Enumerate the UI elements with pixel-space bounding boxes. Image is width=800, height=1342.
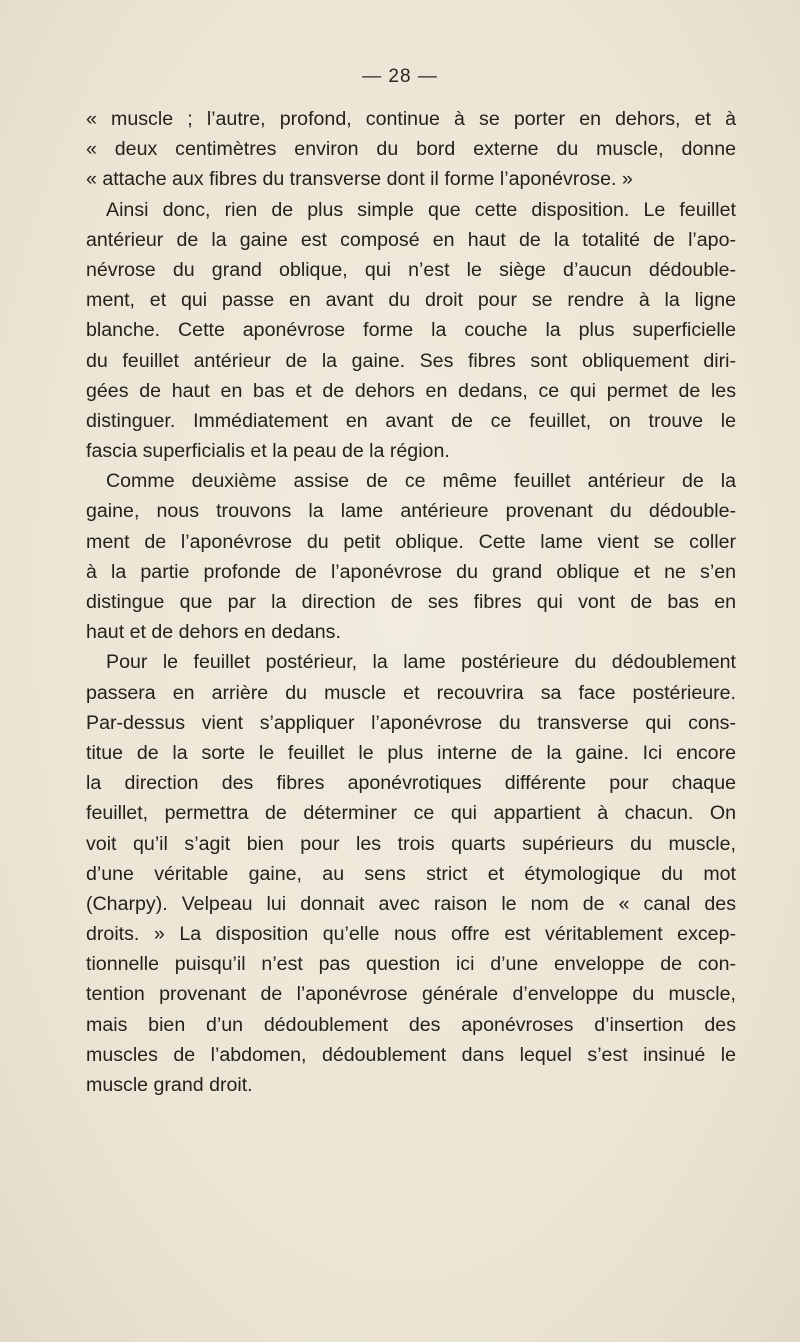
text-line: « muscle ; l’autre, profond, continue à se porter en dehors, et à [86,108,736,130]
text-line: d’une véritable gaine, au sens strict et étymologique du mot [86,862,736,885]
text-line: passera en arrière du muscle et recouvrira sa face postérieure. [86,681,736,704]
text-line: gées de haut en bas et de dehors en dedans, ce qui permet de les [86,379,736,402]
text-line: tention provenant de l’aponévrose générale d’enveloppe du muscle, [86,983,736,1006]
text-line: tionnelle puisqu’il n’est pas question ici d’une enveloppe de con- [86,953,736,976]
text-line: du feuillet antérieur de la gaine. Ses fibres sont obliquement diri- [86,349,736,372]
text-line: blanche. Cette aponévrose forme la couche la plus superficielle [86,319,736,342]
text-line: fascia superficialis et la peau de la région. [86,440,450,463]
text-line: « deux centimètres environ du bord externe du muscle, donne [86,138,736,161]
text-line: antérieur de la gaine est composé en haut de la totalité de l’apo- [86,228,736,251]
text-line: distingue que par la direction de ses fibres qui vont de bas en [86,591,736,613]
text-line: névrose du grand oblique, qui n’est le siège d’aucun dédouble- [86,258,736,281]
text-line: Ainsi donc, rien de plus simple que cette disposition. Le feuillet [106,198,736,221]
text-line: Comme deuxième assise de ce même feuillet antérieur de la [106,470,736,493]
text-line: la direction des fibres aponévrotiques différente pour chaque [86,772,736,795]
text-line: droits. » La disposition qu’elle nous offre est véritablement excep- [86,923,736,946]
text-line: ment de l’aponévrose du petit oblique. Cette lame vient se coller [86,530,736,553]
page-number: — 28 — [362,66,438,87]
text-line: (Charpy). Velpeau lui donnait avec raison le nom de « canal des [86,892,736,915]
text-line: Par-dessus vient s’appliquer l’aponévrose du transverse qui cons- [86,711,736,734]
text-line: mais bien d’un dédoublement des aponévroses d’insertion des [86,1013,736,1036]
text-line: muscle grand droit. [86,1074,253,1096]
text-line: haut et de dehors en dedans. [86,621,341,644]
text-line: ment, et qui passe en avant du droit pour se rendre à la ligne [86,289,736,312]
text-line: gaine, nous trouvons la lame antérieure provenant du dédouble- [86,500,736,523]
text-line: à la partie profonde de l’aponévrose du grand oblique et ne s’en [86,560,736,583]
text-line: feuillet, permettra de déterminer ce qui appartient à chacun. On [86,802,736,825]
text-line: Pour le feuillet postérieur, la lame postérieure du dédoublement [106,651,736,674]
text-line: muscles de l’abdomen, dédoublement dans lequel s’est insinué le [86,1043,736,1066]
text-line: distinguer. Immédiatement en avant de ce feuillet, on trouve le [86,409,736,432]
text-line: titue de la sorte le feuillet le plus interne de la gaine. Ici encore [86,741,736,764]
body-text [86,104,736,1100]
text-line: « attache aux fibres du transverse dont il forme l’aponévrose. » [86,168,633,191]
text-line: voit qu’il s’agit bien pour les trois quarts supérieurs du muscle, [86,832,736,855]
